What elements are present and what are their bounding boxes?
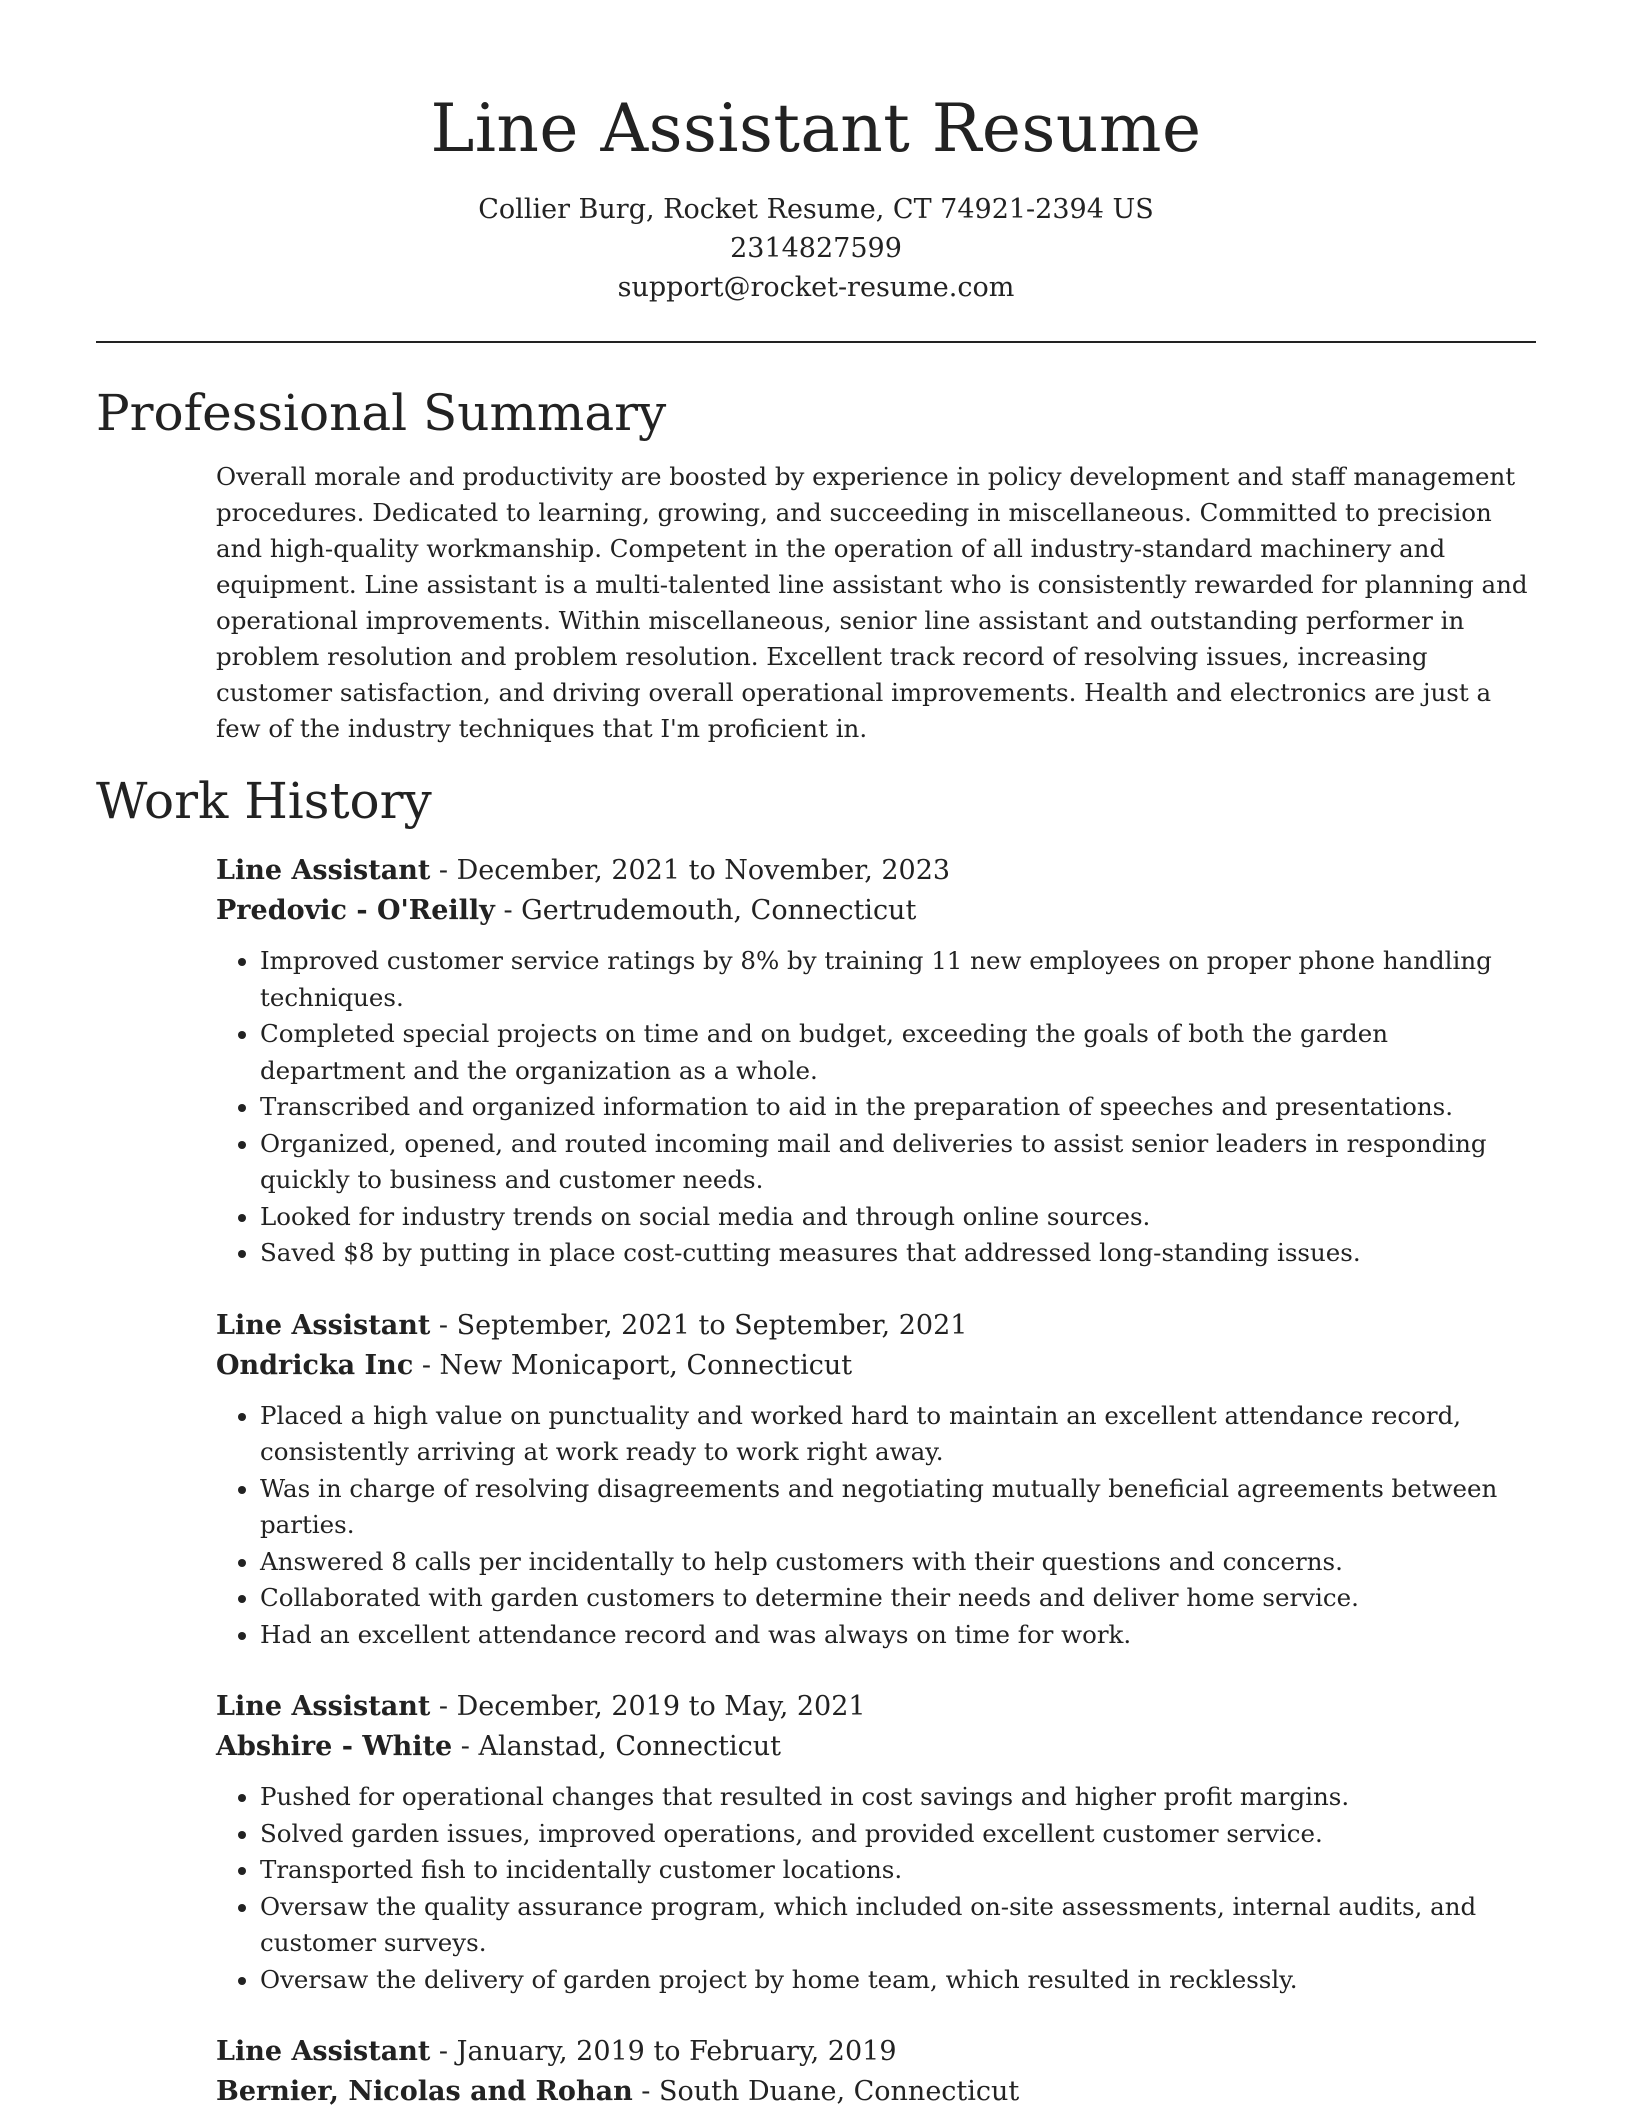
job-entry	[216, 1687, 1536, 1998]
job-entry	[216, 2032, 1536, 2112]
job-bullet: • Oversaw the delivery of garden project by home team, which resulted in recklessly.	[260, 1962, 1536, 1999]
job-location: - South Duane, Connecticut	[632, 2076, 1020, 2107]
contact-email: support@rocket-resume.com	[617, 272, 1015, 303]
job-company-line	[216, 1727, 1536, 1767]
job-bullet: • Transported fish to incidentally customer locations.	[260, 1852, 1536, 1889]
job-dates: - December, 2019 to May, 2021	[430, 1691, 866, 1722]
job-location: - Gertrudemouth, Connecticut	[494, 895, 917, 926]
job-company: Predovic - O'Reilly	[216, 895, 495, 926]
job-role: Line Assistant	[216, 2036, 431, 2067]
work-history-list	[96, 851, 1536, 2112]
job-bullet: • Pushed for operational changes that resulted in cost savings and higher profit margins.	[260, 1779, 1536, 1816]
section-title-summary: Professional Summary	[96, 384, 667, 442]
job-bullet: • Answered 8 calls per incidentally to help customers with their questions and concerns.	[260, 1544, 1536, 1581]
job-title-line	[216, 851, 1536, 891]
job-bullet: • Was in charge of resolving disagreements and negotiating mutually beneficial agreements between parties.	[260, 1471, 1536, 1544]
job-company: Bernier, Nicolas and Rohan	[216, 2076, 633, 2107]
job-bullet: • Organized, opened, and routed incoming mail and deliveries to assist senior leaders in responding quickly to business and customer needs.	[260, 1126, 1536, 1199]
summary-text: Overall morale and productivity are boosted by experience in policy development and staff management procedures. Dedicated to learning, growing, and succeeding in miscellaneous. Committed to precision and high-quality workmanship. Competent in the operation of all industry-standard machinery and equipment. Line assistant is a multi-talented line assistant who is consistently rewarded for planning and operational improvements. Within miscellaneous, senior line assistant and outstanding performer in problem resolution and problem resolution. Excellent track record of resolving issues, increasing customer satisfaction, and driving overall operational improvements. Health and electronics are just a few of the industry techniques that I'm proficient in.	[216, 462, 1528, 743]
job-bullet: • Saved $8 by putting in place cost-cutting measures that addressed long-standing issues.	[260, 1235, 1536, 1272]
job-company: Abshire - White	[216, 1731, 453, 1762]
job-title-line	[216, 1687, 1536, 1727]
job-dates: - September, 2021 to September, 2021	[430, 1309, 968, 1341]
job-company-line	[216, 1346, 1536, 1386]
job-bullet: • Collaborated with garden customers to determine their needs and deliver home service.	[260, 1580, 1536, 1617]
resume-header	[96, 0, 1536, 307]
job-role: Line Assistant	[216, 1309, 431, 1341]
section-title-work-history: Work History	[96, 772, 432, 830]
job-dates: - December, 2021 to November, 2023	[430, 855, 951, 886]
resume-title: Line Assistant Resume	[430, 90, 1202, 167]
job-bullet: • Looked for industry trends on social media and through online sources.	[260, 1199, 1536, 1236]
job-company-line	[216, 891, 1536, 931]
job-company: Ondricka Inc	[216, 1349, 414, 1381]
job-title-line	[216, 2032, 1536, 2072]
job-bullet: • Improved customer service ratings by 8% by training 11 new employees on proper phone handling techniques.	[260, 943, 1536, 1016]
job-entry	[216, 1306, 1536, 1654]
contact-block	[96, 190, 1536, 307]
job-role: Line Assistant	[216, 855, 431, 886]
job-company-line	[216, 2072, 1536, 2112]
contact-phone: 2314827599	[730, 233, 902, 264]
job-dates: - January, 2019 to February, 2019	[430, 2036, 897, 2067]
job-bullets	[216, 943, 1536, 1272]
job-bullet: • Solved garden issues, improved operations, and provided excellent customer service.	[260, 1816, 1536, 1853]
job-bullets	[216, 1779, 1536, 1998]
job-title-line	[216, 1306, 1536, 1346]
job-bullet: • Had an excellent attendance record and was always on time for work.	[260, 1617, 1536, 1654]
job-entry	[216, 851, 1536, 1272]
contact-address: Collier Burg, Rocket Resume, CT 74921-2394 US	[478, 194, 1154, 225]
job-bullets	[216, 1398, 1536, 1654]
job-role: Line Assistant	[216, 1691, 431, 1722]
job-location: - New Monicaport, Connecticut	[413, 1349, 853, 1381]
job-bullet: • Placed a high value on punctuality and worked hard to maintain an excellent attendance record, consistently arriving at work ready to work right away.	[260, 1398, 1536, 1471]
header-divider	[96, 341, 1536, 343]
job-bullet: • Oversaw the quality assurance program, which included on-site assessments, internal audits, and customer surveys.	[260, 1889, 1536, 1962]
job-location: - Alanstad, Connecticut	[452, 1731, 781, 1762]
job-bullet: • Completed special projects on time and on budget, exceeding the goals of both the garden department and the organization as a whole.	[260, 1016, 1536, 1089]
job-bullet: • Transcribed and organized information to aid in the preparation of speeches and presentations.	[260, 1089, 1536, 1126]
